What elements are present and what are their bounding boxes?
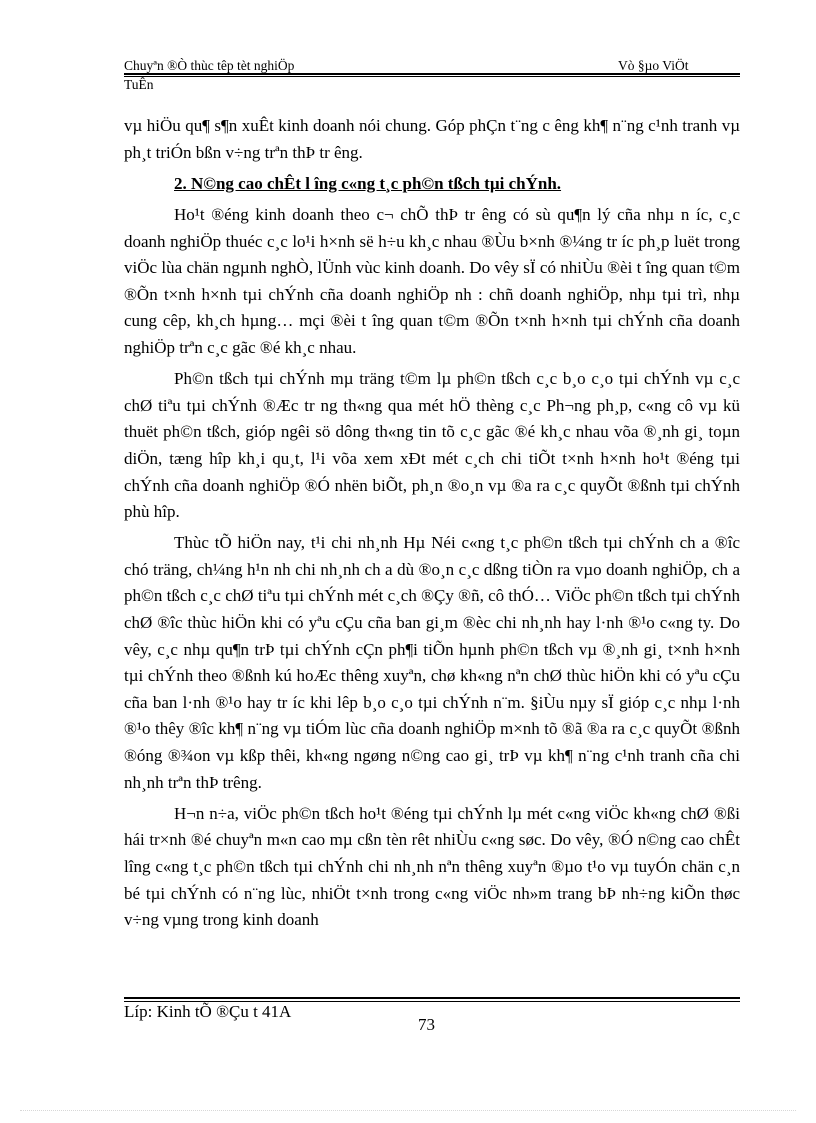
header-author-continued: TuÊn: [124, 77, 154, 92]
paragraph: Ho¹t ®éng kinh doanh theo c¬ chÕ thÞ tr êng có sù qu¶n lý cña nhµ n íc, c¸c doanh nghiÖp thuéc c¸c lo¹i h×nh së h÷u kh¸c nhau ®Ùu b×nh ®¼ng tr íc ph¸p luët trong viÖc lùa chän ngµnh nghÒ, lÜnh vùc kinh doanh. Do vêy sÏ có nhiÙu ®èi t îng quan t©m ®Õn t×nh h×nh tµi chÝnh cña doanh nghiÖp nh : chñ doanh nghiÖp, nhµ tµi trì, nhµ cung cêp, kh¸ch hµng… mçi ®èi t îng quan t©m ®Õn t×nh h×nh tµi chÝnh cña doanh nghiÖp trªn c¸c gãc ®é kh¸c nhau.: [124, 204, 740, 357]
paragraph: Ph©n tßch tµi chÝnh mµ träng t©m lµ ph©n tßch c¸c b¸o c¸o tµi chÝnh vµ c¸c chØ tiªu tµi chÝnh ®Æc tr ng th«ng qua mét hÖ thèng c¸c Ph¬ng ph¸p, c«ng cô vµ kü thuët ph©n tßch, gióp ngêi sö dông th«ng tin tõ c¸c gãc ®é kh¸c nhau võa ®¸nh gi¸ toµn diÖn, tæng hîp kh¸i qu¸t, l¹i võa xem xÐt mét c¸ch chi tiÕt t×nh h×nh ho¹t ®éng tµi chÝnh cña doanh nghiÖp ®Ó nhën biÕt, ph¸n ®o¸n vµ ®a ra c¸c quyÕt ®ßnh tµi chÝnh phù hîp.: [124, 369, 740, 522]
footer-rule-thick: [124, 997, 740, 999]
header-author: Vò §µo ViÖt: [618, 58, 689, 73]
header-rule-thin: [124, 76, 740, 77]
page-bottom-dotted-line: [20, 1110, 796, 1111]
section-heading: 2. N©ng cao chÊt l îng c«ng t¸c ph©n tßch tµi chÝnh.: [174, 173, 562, 193]
header-rule-thick: [124, 73, 740, 75]
footer-class-label: Líp: Kinh tÕ ®Çu t 41A: [124, 1002, 292, 1021]
paragraph: Thùc tÕ hiÖn nay, t¹i chi nh¸nh Hµ Néi c«ng t¸c ph©n tßch tµi chÝnh ch a ®îc chó träng, ch¼ng h¹n nh chi nh¸nh ch a dù ®o¸n c¸c dßng tiÒn ra vµo doanh nghiÖp, ch a ph©n tßch c¸c chØ tiªu tµi chÝnh mét c¸ch ®Çy ®ñ, cô thÓ… ViÖc ph©n tßch tµi chÝnh chØ ®îc thùc hiÖn khi có yªu cÇu cña ban gi¸m ®èc chi nh¸nh hay l·nh ®¹o c«ng ty. Do vêy, c¸c nhµ qu¶n trÞ tµi chÝnh cÇn ph¶i tiÕn hµnh ph©n tßch vµ ®¸nh gi¸ t×nh h×nh tµi chÝnh theo ®ßnh kú hoÆc thêng xuyªn, chø kh«ng nªn chØ thùc hiÖn khi có yªu cÇu cña ban l·nh ®¹o hay tr íc khi lêp b¸o c¸o tµi chÝnh n¨m. §iÙu nµy sÏ gióp c¸c nhµ l·nh ®¹o thêy ®îc kh¶ n¨ng vµ tiÓm lùc cña doanh nghiÖp m×nh tõ ®ã ®a ra c¸c quyÕt ®ßnh ®óng ®¾on vµ kßp thêi, kh«ng ngøng n©ng cao gi¸ trÞ vµ kh¶ n¨ng c¹nh tranh cña chi nh¸nh trªn thÞ trêng.: [124, 533, 740, 792]
paragraph-continued: vµ hiÖu qu¶ s¶n xuÊt kinh doanh nói chung. Góp phÇn t¨ng c êng kh¶ n¨ng c¹nh tranh vµ ph¸t triÓn bßn v÷ng trªn thÞ tr êng.: [124, 116, 740, 162]
body-text: [124, 113, 740, 938]
page-number: 73: [418, 1015, 435, 1034]
header-title: Chuyªn ®Ò thùc têp tèt nghiÖp: [124, 58, 295, 73]
paragraph: H¬n n÷a, viÖc ph©n tßch ho¹t ®éng tµi chÝnh lµ mét c«ng viÖc kh«ng chØ ®ßi hái tr×nh ®é chuyªn m«n cao mµ cßn tèn rêt nhiÙu c«ng søc. Do vêy, ®Ó n©ng cao chÊt lîng c«ng t¸c ph©n tßch tµi chÝnh chi nh¸nh nªn thêng xuyªn ®µo t¹o vµ tuyÓn chän c¸n bé tµi chÝnh có n¨ng lùc, nhiÖt t×nh trong c«ng viÖc nh»m trang bÞ nh÷ng kiÕn thøc v÷ng vµng trong kinh doanh: [124, 803, 740, 930]
